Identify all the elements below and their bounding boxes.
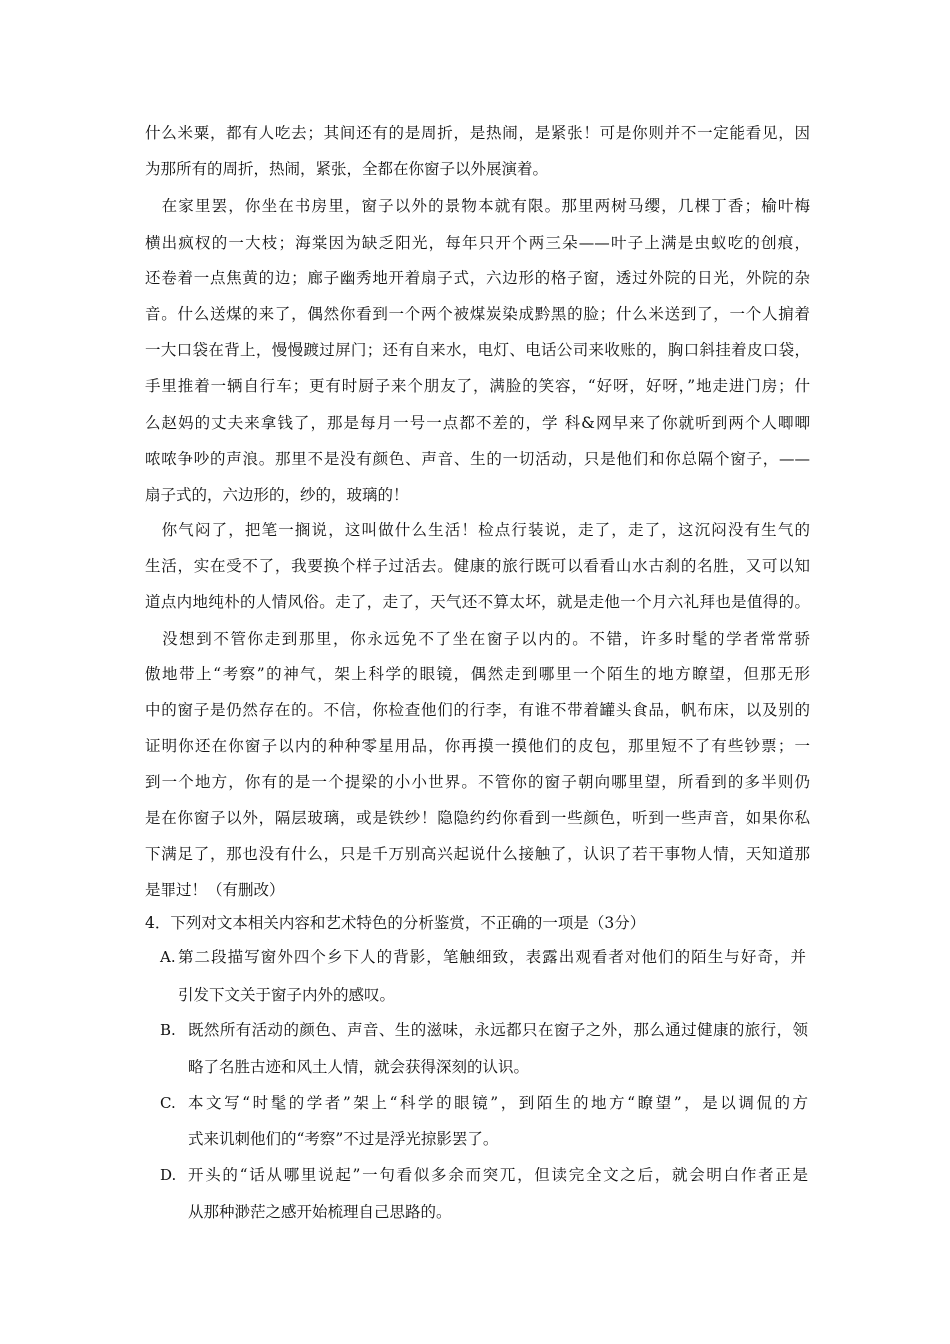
passage-line: 你气闷了，把笔一搁说，这叫做什么生活！检点行装说，走了，走了，这沉闷没有生气的 — [145, 521, 810, 539]
option-text: 第二段描写窗外四个乡下人的背影，笔触细致，表露出观看者对他们的陌生与好奇，并 — [178, 948, 806, 966]
passage-line: 傲地带上“考察”的神气，架上科学的眼镜，偶然走到哪里一个陌生的地方瞭望，但那无形 — [145, 665, 810, 683]
passage-line: 么赵妈的丈夫来拿钱了，那是每月一号一点都不差的，学 科&网早来了你就听到两个人唧唧 — [145, 414, 810, 432]
option-text: 式来讥刺他们的“考察”不过是浮光掠影罢了。 — [188, 1130, 499, 1148]
passage-line: 音。什么送煤的来了，偶然你看到一个两个被煤炭染成黔黑的脸；什么米送到了，一个人掮着 — [145, 305, 810, 323]
question-stem: 4．下列对文本相关内容和艺术特色的分析鉴赏，不正确的一项是（3分） — [145, 914, 646, 932]
passage-line: 还卷着一点焦黄的边；廊子幽秀地开着扇子式，六边形的格子窗，透过外院的日光，外院的杂 — [145, 269, 810, 287]
passage-line: 什么米粟，都有人吃去；其间还有的是周折，是热闹，是紧张！可是你则并不一定能看见，因 — [145, 124, 810, 142]
passage-line: 在家里罢，你坐在书房里，窗子以外的景物本就有限。那里两树马缨，几棵丁香；榆叶梅 — [145, 197, 810, 215]
option-text: 本文写“时髦的学者”架上“科学的眼镜”，到陌生的地方“瞭望”，是以调侃的方 — [188, 1094, 808, 1112]
passage-line: 手里推着一辆自行车；更有时厨子来个朋友了，满脸的笑容，“好呀，好呀，”地走进门房；什 — [145, 377, 810, 395]
passage-line: 扇子式的，六边形的，纱的，玻璃的！ — [145, 486, 409, 504]
option-text: 略了名胜古迹和风土人情，就会获得深刻的认识。 — [188, 1058, 530, 1076]
passage-line: 没想到不管你走到那里，你永远免不了坐在窗子以内的。不错，许多时髦的学者常常骄 — [145, 630, 810, 648]
passage-line: 证明你还在你窗子以内的种种零星用品，你再摸一摸他们的皮包，那里短不了有些钞票；一 — [145, 737, 810, 755]
passage-line: 为那所有的周折，热闹，紧张，全都在你窗子以外展演着。 — [145, 160, 549, 178]
passage-line: 下满足了，那也没有什么，只是千万别高兴起说什么接触了，认识了若干事物人情，天知道那 — [145, 845, 810, 863]
option-label: C. — [160, 1094, 176, 1112]
passage-line: 是在你窗子以外，隔层玻璃，或是铁纱！隐隐约约你看到一些颜色，听到一些声音，如果你私 — [145, 809, 810, 827]
option-label: A. — [160, 948, 176, 966]
passage-line: 生活，实在受不了，我要换个样子过活去。健康的旅行既可以看看山水古刹的名胜，又可以知 — [145, 557, 810, 575]
passage-line: 哝哝争吵的声浪。那里不是没有颜色、声音、生的一切活动，只是他们和你总隔个窗子，—— — [145, 450, 810, 468]
passage-line: 道点内地纯朴的人情风俗。走了，走了，天气还不算太坏，就是走他一个月六礼拜也是值得的。 — [145, 593, 810, 611]
option-text: 引发下文关于窗子内外的感叹。 — [178, 986, 396, 1004]
option-text: 既然所有活动的颜色、声音、生的滋味，永远都只在窗子之外，那么通过健康的旅行，领 — [188, 1021, 808, 1039]
passage-line: 是罪过！（有删改） — [145, 881, 285, 899]
passage-line: 一大口袋在背上，慢慢踱过屏门；还有自来水，电灯、电话公司来收账的，胸口斜挂着皮口袋， — [145, 341, 810, 359]
option-label: D. — [160, 1166, 177, 1184]
option-text: 从那种渺茫之感开始梳理自己思路的。 — [188, 1203, 452, 1221]
passage-line: 横出疯杈的一大枝；海棠因为缺乏阳光，每年只开个两三朵——叶子上满是虫蚁吃的创痕， — [145, 234, 810, 252]
option-text: 开头的“话从哪里说起”一句看似多余而突兀，但读完全文之后，就会明白作者正是 — [188, 1166, 808, 1184]
passage-line: 中的窗子是仍然存在的。不信，你检查他们的行李，有谁不带着罐头食品，帆布床，以及别的 — [145, 701, 810, 719]
passage-line: 到一个地方，你有的是一个提梁的小小世界。不管你的窗子朝向哪里望，所看到的多半则仍 — [145, 773, 810, 791]
option-label: B. — [160, 1021, 176, 1039]
